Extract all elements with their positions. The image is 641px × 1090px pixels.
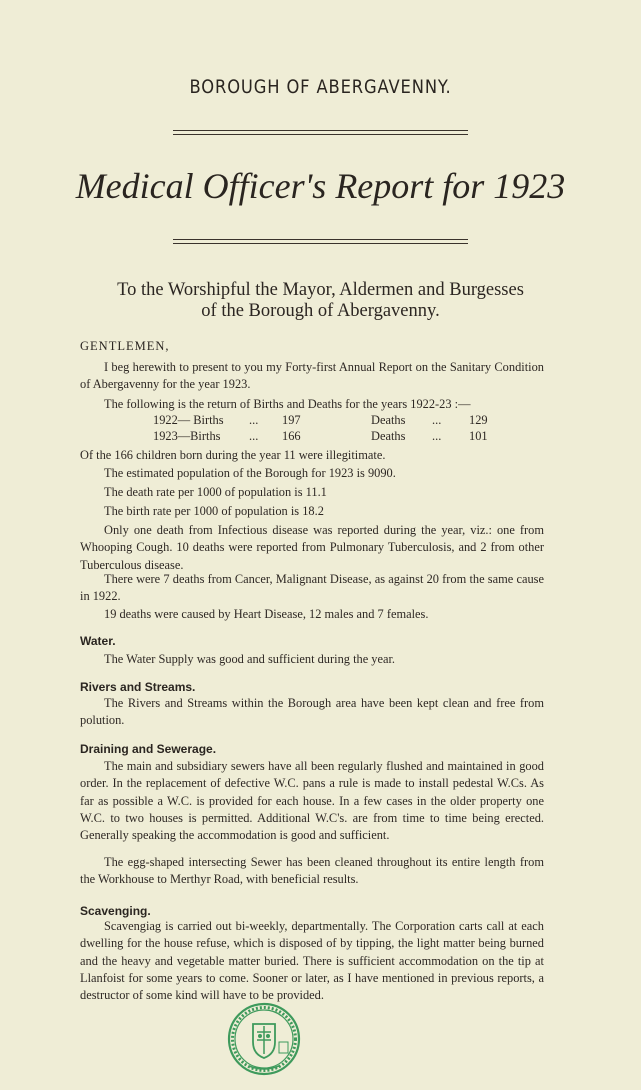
returns-births: 197 (282, 413, 301, 427)
returns-deaths: 101 (469, 429, 488, 443)
rule-bottom-1 (173, 239, 468, 240)
cancer-paragraph (80, 571, 544, 606)
returns-births: 166 (282, 429, 301, 443)
scavenging-text: Scavengiag is carried out bi-weekly, departmentally. The Corporation carts call at each dwelling for the house refuse, which is disposed of by tipping, the light matter being burned and the heavy and vegetable matter buried. There is sufficient accommodation on the tip at Llanfoist for some years to come. Sooner or later, as I have mentioned in previous reports, a destructor of some kind will have to be provided. (80, 919, 544, 1003)
infectious-paragraph (80, 522, 544, 574)
water-text: The Water Supply was good and sufficient during the year. (104, 652, 396, 666)
rule-bottom-2 (173, 243, 468, 244)
death-rate-paragraph (80, 484, 544, 501)
returns-dots: ... (432, 429, 442, 443)
illegitimate-paragraph (80, 447, 544, 464)
heart-paragraph (80, 606, 544, 623)
rivers-text: The Rivers and Streams within the Borough area have been kept clean and free from polution. (80, 696, 544, 728)
returns-dots: ... (249, 429, 259, 443)
draining-text-1: The main and subsidiary sewers have all been regularly flushed and maintained in good order. In the replacement of defective W.C. pans a rule is made to install pedestal W.Cs. As far as possible a W.C. is provided for each house. In a few cases in the older property one W.C. to two houses is permitted. Additional W.C's. are from time to time being erected. Generally speaking the accommodation is good and sufficient. (80, 759, 544, 843)
returns-deaths: 129 (469, 413, 488, 427)
returns-year: 1923—Births (153, 429, 221, 443)
rule-top-2 (173, 134, 468, 135)
water-heading: Water. (80, 634, 116, 648)
death-rate-text: The death rate per 1000 of population is 11.1 (104, 485, 327, 499)
population-text: The estimated population of the Borough for 1923 is 9090. (104, 466, 396, 480)
draining-paragraph-2 (80, 854, 544, 889)
rivers-paragraph (80, 695, 544, 730)
illegitimate-text: Of the 166 children born during the year 11 were illegitimate. (80, 448, 386, 462)
returns-dots: ... (432, 413, 442, 427)
birth-rate-paragraph (80, 503, 544, 520)
returns-intro (80, 396, 544, 413)
intro-text: I beg herewith to present to you my Forty-first Annual Report on the Sanitary Condition of Abergavenny for the year 1923. (80, 360, 544, 392)
intro-paragraph (80, 359, 544, 394)
cancer-text: There were 7 deaths from Cancer, Malignant Disease, as against 20 from the same cause in 1922. (80, 572, 544, 604)
draining-paragraph-1 (80, 758, 544, 844)
salutation: GENTLEMEN, (80, 339, 170, 353)
returns-deaths-label: Deaths (371, 429, 406, 443)
returns-year: 1922— Births (153, 413, 224, 427)
infectious-text: Only one death from Infectious disease was reported during the year, viz.: one from Whooping Cough. 10 deaths were reported from Pulmonary Tuberculosis, and 2 from other Tuberculous disease. (80, 523, 544, 572)
address-block (0, 280, 641, 322)
birth-rate-text: The birth rate per 1000 of population is 18.2 (104, 504, 324, 518)
returns-dots: ... (249, 413, 259, 427)
borough-heading: BOROUGH OF ABERGAVENNY. (189, 76, 452, 98)
rivers-heading: Rivers and Streams. (80, 680, 196, 694)
population-paragraph (80, 465, 544, 482)
water-paragraph (80, 651, 544, 668)
draining-text-2: The egg-shaped intersecting Sewer has been cleaned throughout its entire length from the Workhouse to Merthyr Road, with beneficial results. (80, 855, 544, 887)
rule-top-1 (173, 130, 468, 131)
report-title: Medical Officer's Report for 1923 (75, 166, 566, 206)
heart-text: 19 deaths were caused by Heart Disease, 12 males and 7 females. (104, 607, 429, 621)
address-line-2: of the Borough of Abergavenny. (201, 301, 440, 321)
borough-seal-stamp (227, 1002, 301, 1076)
draining-heading: Draining and Sewerage. (80, 742, 217, 756)
scavenging-paragraph (80, 918, 544, 1004)
returns-deaths-label: Deaths (371, 413, 406, 427)
address-line-1: To the Worshipful the Mayor, Aldermen and Burgesses (117, 280, 524, 300)
scavenging-heading: Scavenging. (80, 904, 151, 918)
returns-intro-text: The following is the return of Births and Deaths for the years 1922-23 :— (104, 397, 471, 411)
